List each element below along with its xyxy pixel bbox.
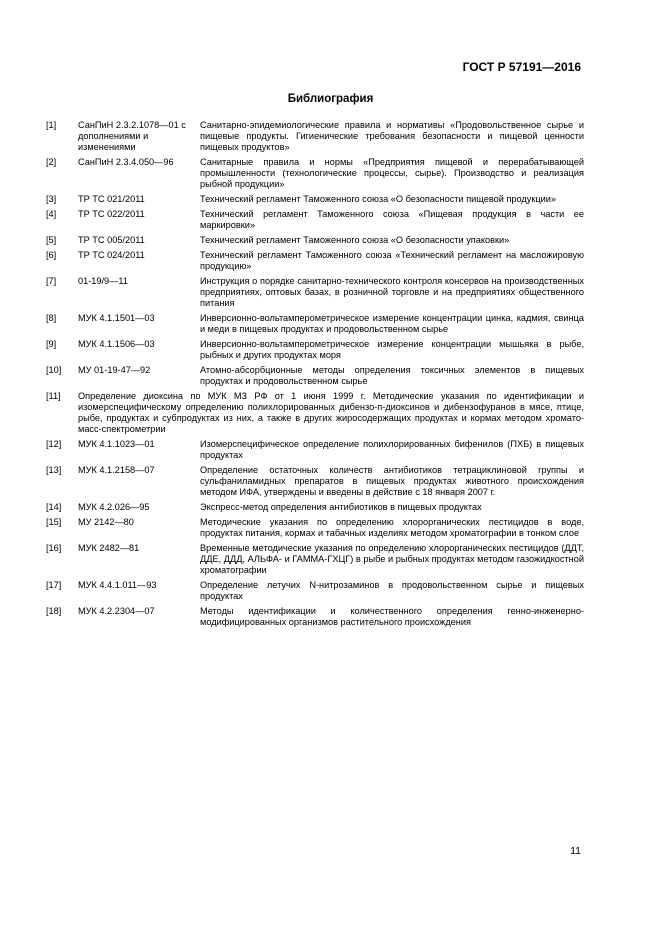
entry-code: МУК 4.4.1.011—93 xyxy=(78,580,157,590)
entry-number: [13] xyxy=(46,465,62,475)
bib-entry-9 xyxy=(46,339,584,361)
document-code: ГОСТ Р 57191—2016 xyxy=(462,60,581,74)
entry-number: [2] xyxy=(46,157,57,167)
bib-entry-6 xyxy=(46,250,584,272)
bib-entry-18 xyxy=(46,606,584,628)
entry-number: [15] xyxy=(46,517,62,527)
entry-number: [12] xyxy=(46,439,62,449)
entry-number: [11] xyxy=(46,391,61,401)
entry-code: МУК 4.1.2158—07 xyxy=(78,465,155,475)
bibliography-list xyxy=(46,120,584,632)
bib-entry-17 xyxy=(46,580,584,602)
bib-entry-7 xyxy=(46,276,584,309)
entry-description: Временные методические указания по определению хлорорганических пестицидов (ДДТ, ДДЕ, ДДД, АЛЬФА- и ГАММА-ГХЦГ) в рыбе и рыбных продуктах методом газожидкостной хроматографии xyxy=(200,543,584,575)
entry-number: [5] xyxy=(46,235,57,245)
bib-entry-2 xyxy=(46,157,584,190)
entry-description: Методические указания по определению хлорорганических пестицидов в воде, продуктах питания, кормах и табачных изделиях методом хроматографии в тонком слое xyxy=(200,517,584,538)
entry-description: Определение остаточных количеств антибиотиков тетрациклиновой группы и сульфаниламидных препаратов в пищевых продуктах животного происхождения методом ИФА, утверждены и введены в действие с 18 января 2007 г. xyxy=(200,465,584,497)
entry-description: Технический регламент Таможенного союза «Пищевая продукция в части ее маркировки» xyxy=(200,209,584,230)
page-number: 11 xyxy=(570,845,581,857)
entry-description: Инверсионно-вольтамперометрическое измерение концентрации мышьяка в рыбе, рыбных и других продуктах моря xyxy=(200,339,584,360)
entry-code: МУК 4.2.2304—07 xyxy=(78,606,155,616)
entry-description: Определение летучих N-нитрозаминов в продовольственном сырье и пищевых продуктах xyxy=(200,580,584,601)
entry-description: Экспресс-метод определения антибиотиков в пищевых продуктах xyxy=(200,502,482,512)
bib-entry-4 xyxy=(46,209,584,231)
entry-code: ТР ТС 024/2011 xyxy=(78,250,145,260)
entry-number: [7] xyxy=(46,276,57,286)
entry-code: СанПиН 2.3.2.1078—01 с дополнениями и изменениями xyxy=(78,120,186,152)
entry-number: [17] xyxy=(46,580,62,590)
entry-description: Атомно-абсорбционные методы определения токсичных элементов в пищевых продуктах и продовольственном сырье xyxy=(200,365,584,386)
entry-code: МУК 4.1.1501—03 xyxy=(78,313,155,323)
entry-number: [8] xyxy=(46,313,57,323)
page-title: Библиография xyxy=(287,93,374,105)
entry-description: Санитарно-эпидемиологические правила и нормативы «Продовольственное сырье и пищевые продукты. Гигиенические требования безопасности и пищевой ценности пищевых продуктов» xyxy=(200,120,584,152)
entry-number: [3] xyxy=(46,194,57,204)
entry-code: МУК 2482—81 xyxy=(78,543,140,553)
entry-code: 01-19/9—11 xyxy=(78,276,128,286)
entry-code: МУК 4.1.1506—03 xyxy=(78,339,155,349)
entry-code: МУ 01-19-47—92 xyxy=(78,365,151,375)
entry-description: Инверсионно-вольтамперометрическое измерение концентрации цинка, кадмия, свинца и меди в пищевых продуктах и продовольственном сырье xyxy=(200,313,584,334)
entry-number: [6] xyxy=(46,250,57,260)
entry-code: МУК 4.1.1023—01 xyxy=(78,439,155,449)
entry-description: Инструкция о порядке санитарно-технического контроля консервов на производственных предприятиях, оптовых базах, в розничной торговле и на предприятиях общественного питания xyxy=(200,276,584,308)
entry-description: Изомерспецифическое определение полихлорированных бифенилов (ПХБ) в пищевых продуктах xyxy=(200,439,584,460)
bib-entry-16 xyxy=(46,543,584,576)
entry-code: СанПиН 2.3.4.050—96 xyxy=(78,157,174,167)
bib-entry-10 xyxy=(46,365,584,387)
bib-entry-15 xyxy=(46,517,584,539)
bib-entry-5 xyxy=(46,235,584,246)
entry-description: Технический регламент Таможенного союза «О безопасности упаковки» xyxy=(200,235,510,245)
entry-number: [18] xyxy=(46,606,62,616)
bib-entry-13 xyxy=(46,465,584,498)
entry-code: ТР ТС 021/2011 xyxy=(78,194,145,204)
entry-description: Технический регламент Таможенного союза «Технический регламент на масложировую продукцию» xyxy=(200,250,584,271)
entry-number: [16] xyxy=(46,543,62,553)
bib-entry-3 xyxy=(46,194,584,205)
entry-number: [1] xyxy=(46,120,57,130)
entry-number: [10] xyxy=(46,365,62,375)
entry-description: Определение диоксина по МУК МЗ РФ от 1 июня 1999 г. Методические указания по идентификации и изомерспецифическому определению полихлорированных дибензо-п-диоксинов и дибензофуранов в мясе, птице, рыбе, продуктах и субпродуктах из них, а также в других жиросодержащих продуктах и кормах методом хромато-масс-спектрометрии xyxy=(78,391,584,434)
entry-code: МУ 2142—80 xyxy=(78,517,134,527)
entry-number: [14] xyxy=(46,502,62,512)
bib-entry-14 xyxy=(46,502,584,513)
entry-code: ТР ТС 005/2011 xyxy=(78,235,145,245)
entry-code: МУК 4.2.026—95 xyxy=(78,502,150,512)
bib-entry-11 xyxy=(46,391,584,435)
entry-description: Санитарные правила и нормы «Предприятия пищевой и перерабатывающей промышленности (технологические процессы, сырье). Производство и реализация рыбной продукции» xyxy=(200,157,584,189)
entry-code: ТР ТС 022/2011 xyxy=(78,209,145,219)
entry-number: [9] xyxy=(46,339,57,349)
bib-entry-8 xyxy=(46,313,584,335)
bib-entry-1 xyxy=(46,120,584,153)
entry-description: Методы идентификации и количественного определения генно-инженерно-модифицированных организмов растительного происхождения xyxy=(200,606,584,627)
entry-number: [4] xyxy=(46,209,57,219)
bib-entry-12 xyxy=(46,439,584,461)
entry-description: Технический регламент Таможенного союза «О безопасности пищевой продукции» xyxy=(200,194,557,204)
